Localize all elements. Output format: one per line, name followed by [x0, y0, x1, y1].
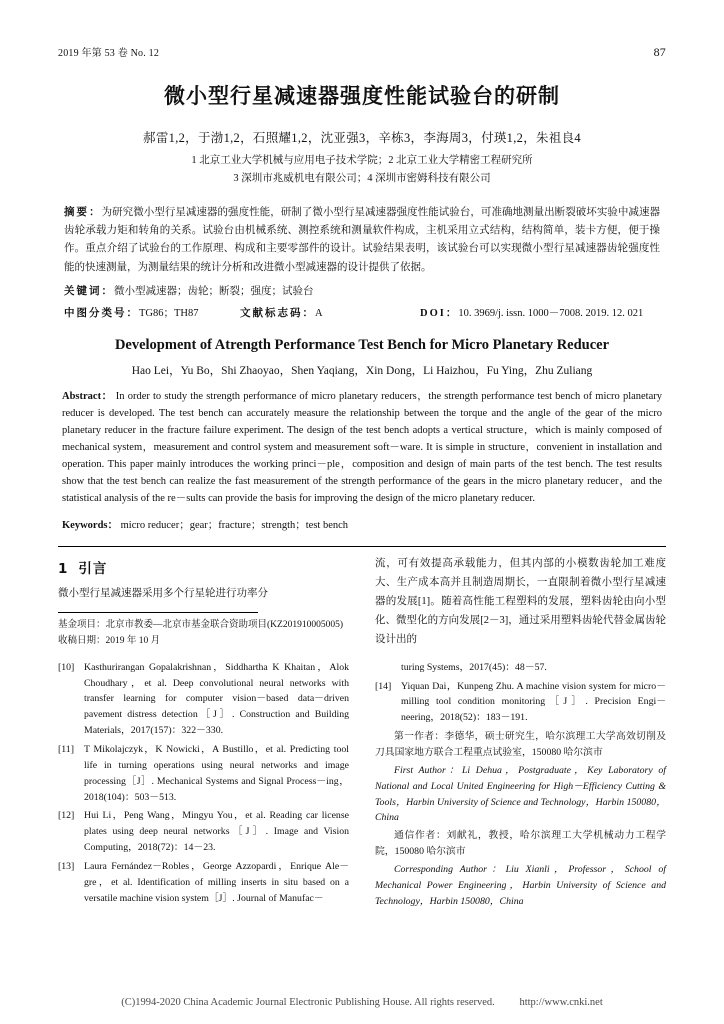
clc-label: 中图分类号：: [64, 308, 139, 320]
abstract-cn: [58, 204, 666, 278]
reference-tag: [14]: [375, 680, 392, 692]
clc-value: TG86；TH87: [139, 308, 199, 320]
footnote-date: [58, 634, 349, 649]
reference-text: Kasthurirangan Gopalakrishnan，Siddhartha K Khaitan，Alok Choudhary，et al. Deep convolutional neural networks with transfer learning for computer vision－based data－driven pavement distress detection［J］. Construction and Building Materials，2017(157)：322－330.: [84, 661, 349, 737]
page-number: 87: [653, 45, 666, 59]
abstract-en: [58, 388, 666, 507]
references-column-right: [375, 660, 666, 910]
doc-code-cell: [240, 305, 420, 323]
abstract-cn-text: 为研究微小型行星减速器的强度性能，研制了微小型行星减速器强度性能试验台，可准确地测量出断裂破坏实验中减速器齿轮承载力矩和转角的关系。试验台由机械系统、测控系统和测量软件构成，主机采用立式结构，结构简单，装卡方便，便于操作。重点介绍了试验台的工作原理、构成和主要零部件的设计。试验结果表明，该试验台可以实现微小型行星减速器齿轮强度性能的快速测量，为测量结果的统计分析和改进微小型减速器的设计提供了依据。: [64, 206, 660, 273]
corresponding-author-en: Corresponding Author：Liu Xianli，Professor，School of Mechanical Power Engineering，Harbin University of Science and Technology，Harbin 150080，China: [375, 864, 666, 907]
reference-tag: [11]: [58, 744, 74, 755]
footnote-date-label: 收稿日期：: [58, 636, 106, 647]
keywords-en-label: Keywords：: [62, 520, 118, 532]
footnote-fund-text: 北京市教委—北京市基金联合资助项目(KZ201910005005): [105, 620, 344, 631]
reference-item: [58, 660, 349, 739]
doi-label: DOI：: [420, 308, 459, 320]
keywords-cn-label: 关键词：: [64, 286, 114, 298]
body-paragraph-left: 微小型行星减速器采用多个行星轮进行功率分: [58, 588, 268, 600]
page-footer: [0, 997, 724, 1008]
footer-copyright: (C)1994-2020 China Academic Journal Electronic Publishing House. All rights reserved.: [121, 997, 495, 1008]
section-title: 引言: [78, 561, 108, 578]
affiliation-line-1: 1 北京工业大学机械与应用电子技术学院；2 北京工业大学精密工程研究所: [191, 155, 533, 166]
clc-cell: [64, 305, 240, 323]
doi-value: 10. 3969/j. issn. 1000－7008. 2019. 12. 021: [458, 308, 644, 320]
reference-item: [375, 679, 666, 727]
title-en: Development of Atrength Performance Test Bench for Micro Planetary Reducer: [114, 337, 610, 354]
reference-text: turing Systems，2017(45)：48－57.: [401, 661, 547, 673]
running-head-left: 2019 年第 53 卷 No. 12: [58, 48, 160, 59]
corresponding-author-cn: 通信作者：刘献礼，教授，哈尔滨理工大学机械动力工程学院，150080 哈尔滨市: [375, 830, 666, 858]
keywords-cn: [58, 283, 666, 301]
body-column-right: [375, 555, 666, 649]
reference-tag: [10]: [58, 661, 75, 673]
keywords-cn-text: 微小型减速器；齿轮；断裂；强度；试验台: [114, 286, 314, 298]
affiliation-line-2: 3 深圳市兆威机电有限公司；4 深圳市密姆科技有限公司: [233, 173, 491, 185]
footnote-fund: [58, 618, 349, 633]
body-column-left: [58, 555, 349, 649]
reference-item: [58, 808, 349, 856]
clc-row: [58, 305, 666, 323]
reference-item-continued: [375, 660, 666, 676]
footnote-divider: [58, 612, 258, 613]
section-divider: [58, 546, 666, 547]
running-head: [58, 44, 666, 60]
doi-cell: [420, 305, 660, 323]
body-paragraph-right: 流，可有效提高承载能力，但其内部的小模数齿轮加工难度大、生产成本高并且制造周期长，一直限制着微小型行星减速器的发展[1]。随着高性能工程塑料的发展，塑料齿轮由向小型化、微型化的方向发展[2－3]，通过采用塑料齿轮代替金属齿轮设计出的: [375, 558, 666, 645]
footnote-fund-label: 基金项目：: [58, 620, 106, 631]
keywords-en: [58, 517, 666, 532]
reference-tag: [375, 660, 401, 676]
author-bio-en: First Author：Li Dehua，Postgraduate，Key Laboratory of National and Local United Engineering for High－Efficiency Cutting & Tools，Harbin University of Science and Technology，Harbin 150080，China: [375, 764, 666, 824]
section-number: 1: [58, 561, 69, 578]
reference-text: Hui Li，Peng Wang，Mingyu You，et al. Reading car license plates using deep neural networks［J］. Image and Vision Computing，2018(72)：14－23.: [84, 810, 349, 854]
abstract-en-label: Abstract：: [62, 391, 113, 403]
page-title: 微小型行星减速器强度性能试验台的研制: [164, 84, 560, 108]
reference-text: Laura Fernández－Robles，George Azzopardi，Enrique Ale－gre，et al. Identification of milling inserts in situ based on a versatile machine vision system［J］. Journal of Manufac－: [84, 861, 349, 904]
abstract-cn-label: 摘要：: [64, 206, 102, 218]
reference-text: Yiquan Dai，Kunpeng Zhu. A machine vision system for micro－milling tool condition monitoring［J］. Precision Engi－neering，2018(52)：183－191.: [401, 680, 666, 724]
footer-url[interactable]: http://www.cnki.net: [519, 997, 603, 1008]
authors-en: Hao Lei，Yu Bo，Shi Zhaoyao，Shen Yaqiang，Xin Dong，Li Haizhou，Fu Ying，Zhu Zuliang: [131, 365, 593, 378]
section-heading: [58, 557, 349, 577]
reference-tag: [13]: [58, 861, 75, 873]
doc-code-value: A: [315, 308, 323, 320]
references-column-left: [58, 660, 349, 910]
reference-item: [58, 742, 349, 805]
references-columns: [58, 660, 666, 910]
abstract-en-text: In order to study the strength performance of micro planetary reducers，the strength performance test bench of micro planetary reducer is developed. The test bench can accurately measure the relationship between the torque and the angle of the gear of the micro planetary reducer in the fracture failure experiment. The design of the test bench adopts a vertical structure，which is mainly composed of mechanical system，measurement and control system and measurement soft－ware. It is simple in structure，convenient in installation and operation. This paper mainly introduces the working princi－ple，composition and design of main parts of the test bench. The test results show that the test bench can realize the fast measurement of the strength performance of the gears in the micro planetary reducer，and the statistical analysis of the re－sults can provide the basis for improving the design of the micro planetary reducer.: [62, 391, 663, 505]
body-columns: [58, 555, 666, 649]
doc-code-label: 文献标志码：: [240, 308, 315, 320]
footnote-date-text: 2019 年 10 月: [105, 636, 161, 647]
reference-tag: [12]: [58, 810, 75, 822]
reference-item: [58, 859, 349, 907]
keywords-en-text: micro reducer；gear；fracture；strength；test bench: [120, 520, 349, 532]
author-bio-cn: 第一作者：李德华，硕士研究生，哈尔滨理工大学高效切削及刀具国家地方联合工程重点试验室，150080 哈尔滨市: [375, 731, 666, 758]
reference-text: T Mikolajczyk，K Nowicki，A Bustillo，et al. Predicting tool life in turning operations using neural networks and image processing［J］. Mechanical Systems and Signal Process－ing，2018(104)：503－513.: [84, 744, 349, 803]
authors-cn: 郝雷1,2，于渤1,2，石照耀1,2，沈亚强3，辛栋3，李海周3，付瑛1,2，朱祖良4: [143, 131, 581, 145]
